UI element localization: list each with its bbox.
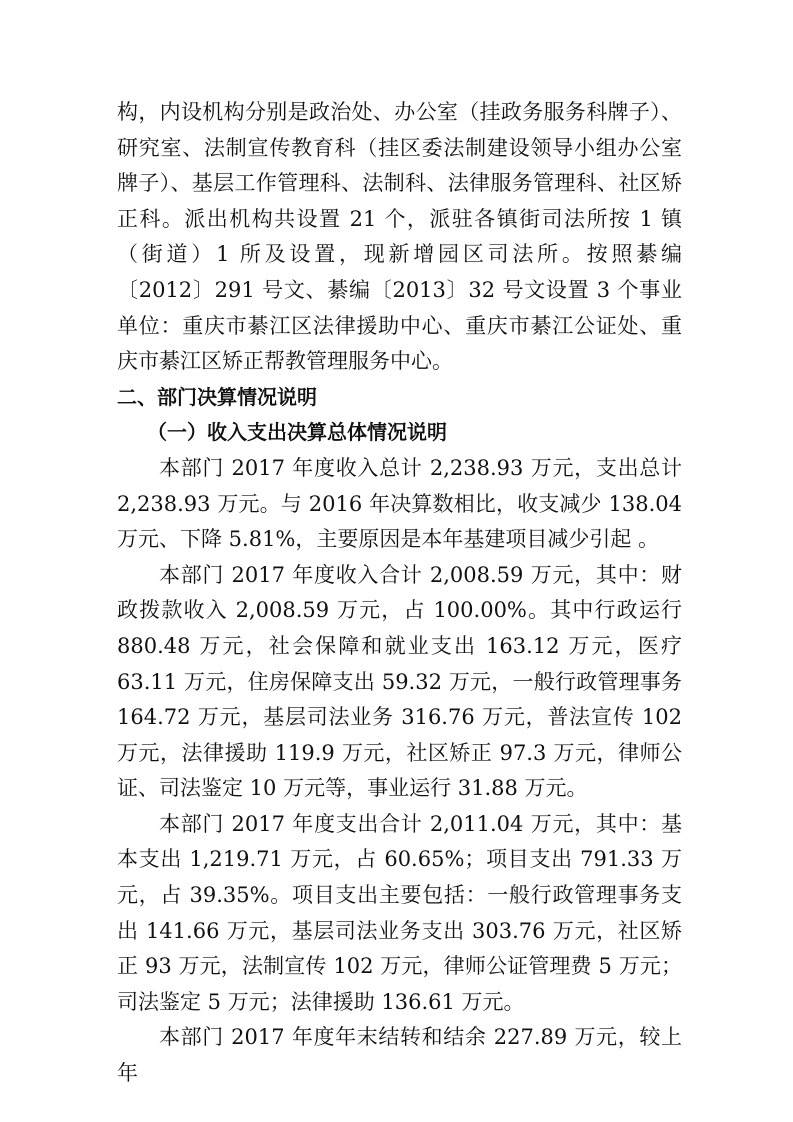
section-heading-final-accounts: 二、部门决算情况说明 [117, 384, 317, 409]
paragraph-carryover: 本部门 2017 年度年末结转和结余 227.89 万元，较上年 [117, 1025, 682, 1086]
paragraph-internal-structure: 构，内设机构分别是政治处、办公室（挂政务服务科牌子）、研究室、法制宣传教育科（挂区委法制建设领导小组办公室牌子）、基层工作管理科、法制科、法律服务管理科、社区矫正科。派出机构共设置 21 个，派驻各镇街司法所按 1 镇（街道）1 所及设置，现新增园区司法所。按照綦编〔2012〕291 号文、綦编〔2013〕32 号文设置 3 个事业单位：重庆市綦江区法律援助中心、重庆市綦江公证处、重庆市綦江区矫正帮教管理服务中心。 [117, 100, 682, 374]
subsection-heading-income-expenditure: （一）收入支出决算总体情况说明 [147, 420, 447, 445]
paragraph-total-income-expenditure: 本部门 2017 年度收入总计 2,238.93 万元，支出总计 2,238.93 万元。与 2016 年决算数相比，收支减少 138.04 万元、下降 5.81%，主要原因是本年基建项目减少引起 。 [117, 455, 682, 552]
paragraph-income-details: 本部门 2017 年度收入合计 2,008.59 万元，其中：财政拨款收入 2,008.59 万元，占 100.00%。其中行政运行 880.48 万元，社会保障和就业支出 163.12 万元，医疗 63.11 万元，住房保障支出 59.32 万元，一般行政管理事务 164.72 万元，基层司法业务 316.76 万元，普法宣传 102 万元，法律援助 119.9 万元，社区矫正 97.3 万元，律师公证、司法鉴定 10 万元等，事业运行 31.88 万元。 [117, 562, 682, 801]
document-page [117, 95, 682, 1092]
paragraph-expenditure-details: 本部门 2017 年度支出合计 2,011.04 万元，其中：基本支出 1,219.71 万元，占 60.65%；项目支出 791.33 万元，占 39.35%。项目支出主要包括：一般行政管理事务支出 141.66 万元，基层司法业务支出 303.76 万元，社区矫正 93 万元，法制宣传 102 万元，律师公证管理费 5 万元；司法鉴定 5 万元；法律援助 136.61 万元。 [117, 811, 682, 1014]
